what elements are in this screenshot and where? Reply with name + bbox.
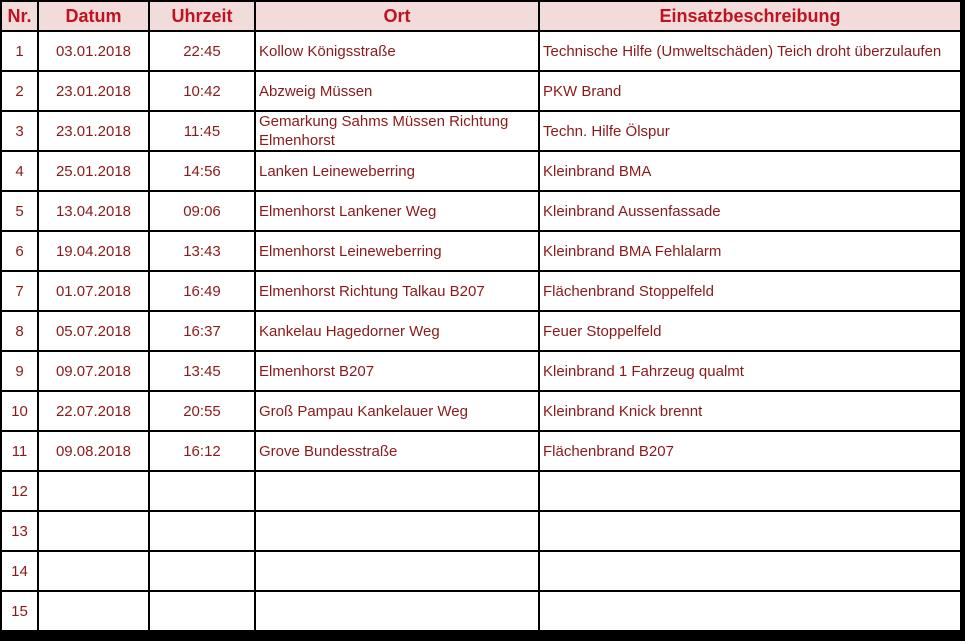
table-row	[2, 352, 960, 390]
cell-ort: Elmenhorst B207	[256, 352, 538, 390]
table-row	[2, 72, 960, 110]
cell-datum: 09.08.2018	[39, 432, 148, 470]
table-body	[2, 32, 960, 630]
cell-nr: 11	[2, 432, 37, 470]
cell-datum	[39, 512, 148, 550]
header-nr: Nr.	[2, 2, 37, 30]
cell-datum: 01.07.2018	[39, 272, 148, 310]
cell-nr: 15	[2, 592, 37, 630]
cell-beschreibung: Technische Hilfe (Umweltschäden) Teich droht überzulaufen	[540, 32, 960, 70]
cell-ort	[256, 592, 538, 630]
header-beschreibung: Einsatzbeschreibung	[540, 2, 960, 30]
cell-nr: 3	[2, 112, 37, 150]
cell-beschreibung	[540, 552, 960, 590]
cell-beschreibung	[540, 472, 960, 510]
cell-ort	[256, 512, 538, 550]
cell-ort: Kankelau Hagedorner Weg	[256, 312, 538, 350]
cell-uhrzeit: 11:45	[150, 112, 254, 150]
table-header-row	[2, 2, 960, 30]
table-row	[2, 272, 960, 310]
cell-uhrzeit: 10:42	[150, 72, 254, 110]
cell-datum: 19.04.2018	[39, 232, 148, 270]
cell-ort: Lanken Leineweberring	[256, 152, 538, 190]
cell-ort	[256, 552, 538, 590]
cell-nr: 10	[2, 392, 37, 430]
cell-ort: Abzweig Müssen	[256, 72, 538, 110]
table-row	[2, 32, 960, 70]
cell-ort: Groß Pampau Kankelauer Weg	[256, 392, 538, 430]
cell-beschreibung: Flächenbrand Stoppelfeld	[540, 272, 960, 310]
cell-nr: 9	[2, 352, 37, 390]
cell-uhrzeit: 13:43	[150, 232, 254, 270]
cell-datum	[39, 552, 148, 590]
cell-ort: Kollow Königsstraße	[256, 32, 538, 70]
cell-datum: 03.01.2018	[39, 32, 148, 70]
cell-ort: Elmenhorst Lankener Weg	[256, 192, 538, 230]
cell-nr: 5	[2, 192, 37, 230]
table-row	[2, 112, 960, 150]
table-row	[2, 192, 960, 230]
cell-nr: 14	[2, 552, 37, 590]
header-ort: Ort	[256, 2, 538, 30]
cell-uhrzeit	[150, 552, 254, 590]
cell-datum: 09.07.2018	[39, 352, 148, 390]
cell-ort: Gemarkung Sahms Müssen Richtung Elmenhorst	[256, 112, 538, 150]
cell-datum: 23.01.2018	[39, 72, 148, 110]
cell-datum: 05.07.2018	[39, 312, 148, 350]
cell-uhrzeit: 20:55	[150, 392, 254, 430]
table-row	[2, 592, 960, 630]
cell-uhrzeit	[150, 512, 254, 550]
cell-uhrzeit: 16:49	[150, 272, 254, 310]
cell-beschreibung: Kleinbrand Aussenfassade	[540, 192, 960, 230]
table-row	[2, 312, 960, 350]
cell-nr: 8	[2, 312, 37, 350]
cell-nr: 2	[2, 72, 37, 110]
header-datum: Datum	[39, 2, 148, 30]
cell-uhrzeit: 13:45	[150, 352, 254, 390]
table-row	[2, 232, 960, 270]
cell-uhrzeit	[150, 592, 254, 630]
cell-datum: 22.07.2018	[39, 392, 148, 430]
cell-beschreibung: Kleinbrand Knick brennt	[540, 392, 960, 430]
cell-beschreibung: Flächenbrand B207	[540, 432, 960, 470]
cell-datum	[39, 592, 148, 630]
table-row	[2, 432, 960, 470]
cell-ort: Elmenhorst Richtung Talkau B207	[256, 272, 538, 310]
cell-datum: 13.04.2018	[39, 192, 148, 230]
cell-ort	[256, 472, 538, 510]
table-row	[2, 152, 960, 190]
cell-nr: 6	[2, 232, 37, 270]
cell-beschreibung: Feuer Stoppelfeld	[540, 312, 960, 350]
cell-beschreibung: Kleinbrand BMA Fehlalarm	[540, 232, 960, 270]
cell-nr: 12	[2, 472, 37, 510]
table-row	[2, 512, 960, 550]
cell-beschreibung	[540, 592, 960, 630]
cell-beschreibung: Kleinbrand BMA	[540, 152, 960, 190]
cell-nr: 7	[2, 272, 37, 310]
cell-uhrzeit: 14:56	[150, 152, 254, 190]
cell-ort: Grove Bundesstraße	[256, 432, 538, 470]
cell-uhrzeit	[150, 472, 254, 510]
cell-uhrzeit: 09:06	[150, 192, 254, 230]
cell-uhrzeit: 16:12	[150, 432, 254, 470]
cell-uhrzeit: 22:45	[150, 32, 254, 70]
cell-datum: 25.01.2018	[39, 152, 148, 190]
cell-beschreibung: PKW Brand	[540, 72, 960, 110]
table-row	[2, 392, 960, 430]
cell-beschreibung: Techn. Hilfe Ölspur	[540, 112, 960, 150]
table-row	[2, 472, 960, 510]
cell-nr: 13	[2, 512, 37, 550]
cell-beschreibung	[540, 512, 960, 550]
header-uhrzeit: Uhrzeit	[150, 2, 254, 30]
cell-nr: 1	[2, 32, 37, 70]
cell-nr: 4	[2, 152, 37, 190]
cell-beschreibung: Kleinbrand 1 Fahrzeug qualmt	[540, 352, 960, 390]
cell-datum: 23.01.2018	[39, 112, 148, 150]
cell-datum	[39, 472, 148, 510]
cell-ort: Elmenhorst Leineweberring	[256, 232, 538, 270]
table-row	[2, 552, 960, 590]
cell-uhrzeit: 16:37	[150, 312, 254, 350]
